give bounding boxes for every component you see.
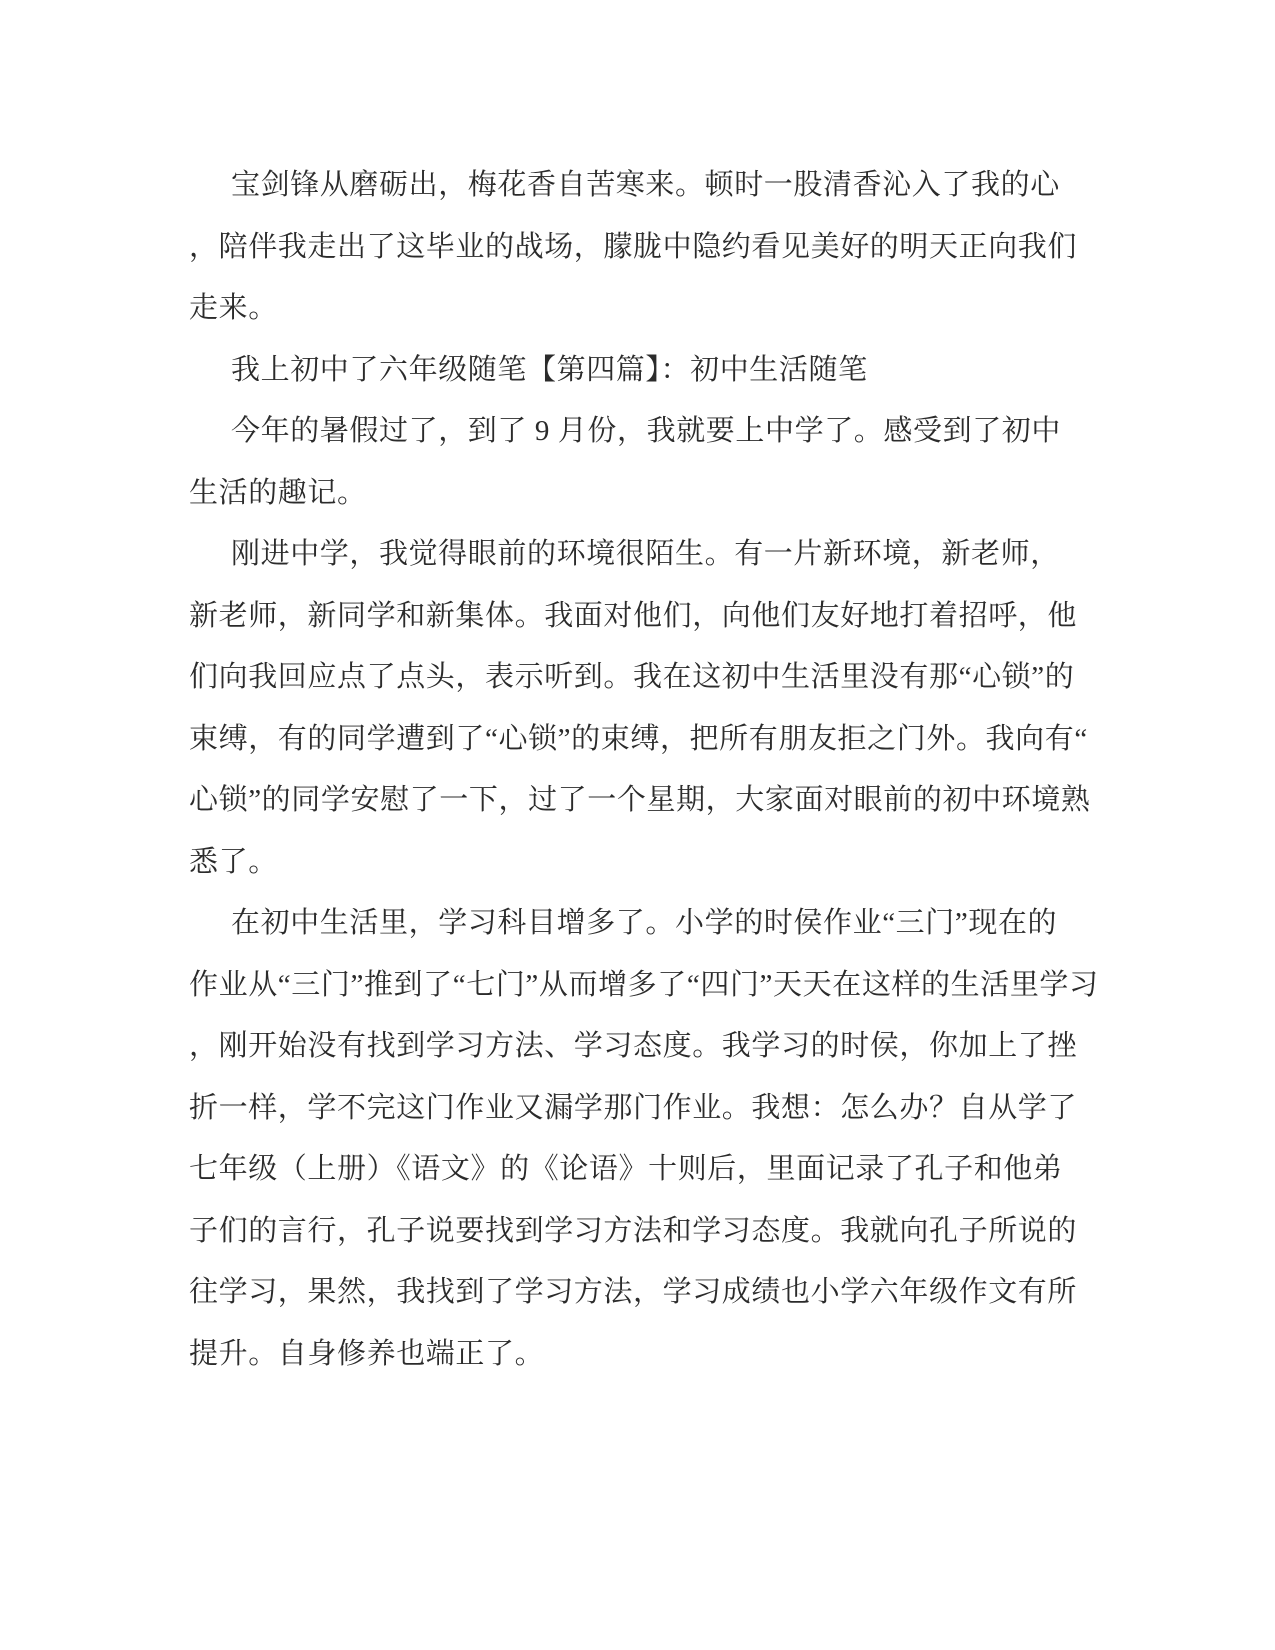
text-line: 在初中生活里，学习科目增多了。小学的时侯作业“三门”现在的 [231,907,1058,939]
text-line: 今年的暑假过了，到了 9 月份，我就要上中学了。感受到了初中 [231,415,1062,447]
text-line: 束缚，有的同学遭到了“心锁”的束缚，把所有朋友拒之门外。我向有“ [189,722,1088,755]
text-line: 我上初中了六年级随笔【第四篇】：初中生活随笔 [231,353,868,386]
text-line: 提升。自身修养也端正了。 [189,1337,545,1370]
text-line: 往学习，果然，我找到了学习方法，学习成绩也小学六年级作文有所 [189,1276,1078,1308]
document-body [189,155,1129,1385]
text-line: 们向我回应点了点头，表示听到。我在这初中生活里没有那“心锁”的 [189,661,1075,693]
text-line: 悉了。 [189,845,278,878]
text-line: ，刚开始没有找到学习方法、学习态度。我学习的时侯，你加上了挫 [189,1030,1078,1062]
text-line: 七年级（上册）《语文》的《论语》十则后，里面记录了孔子和他弟 [189,1153,1063,1185]
text-line: 宝剑锋从磨砺出，梅花香自苦寒来。顿时一股清香沁入了我的心 [231,169,1060,201]
text-line: 折一样，学不完这门作业又漏学那门作业。我想：怎么办？自从学了 [189,1091,1078,1124]
text-line: 作业从“三门”推到了“七门”从而增多了“四门”天天在这样的生活里学习 [189,968,1099,1001]
text-line: ，陪伴我走出了这毕业的战场，朦胧中隐约看见美好的明天正向我们 [189,230,1078,263]
text-line: 刚进中学，我觉得眼前的环境很陌生。有一片新环境，新老师， [231,538,1060,570]
text-line: 走来。 [189,292,278,324]
text-line: 生活的趣记。 [189,476,367,509]
text-line: 新老师，新同学和新集体。我面对他们，向他们友好地打着招呼，他 [189,599,1078,632]
text-line: 心锁”的同学安慰了一下，过了一个星期，大家面对眼前的初中环境熟 [189,784,1091,816]
text-line: 子们的言行，孔子说要找到学习方法和学习态度。我就向孔子所说的 [189,1214,1078,1247]
